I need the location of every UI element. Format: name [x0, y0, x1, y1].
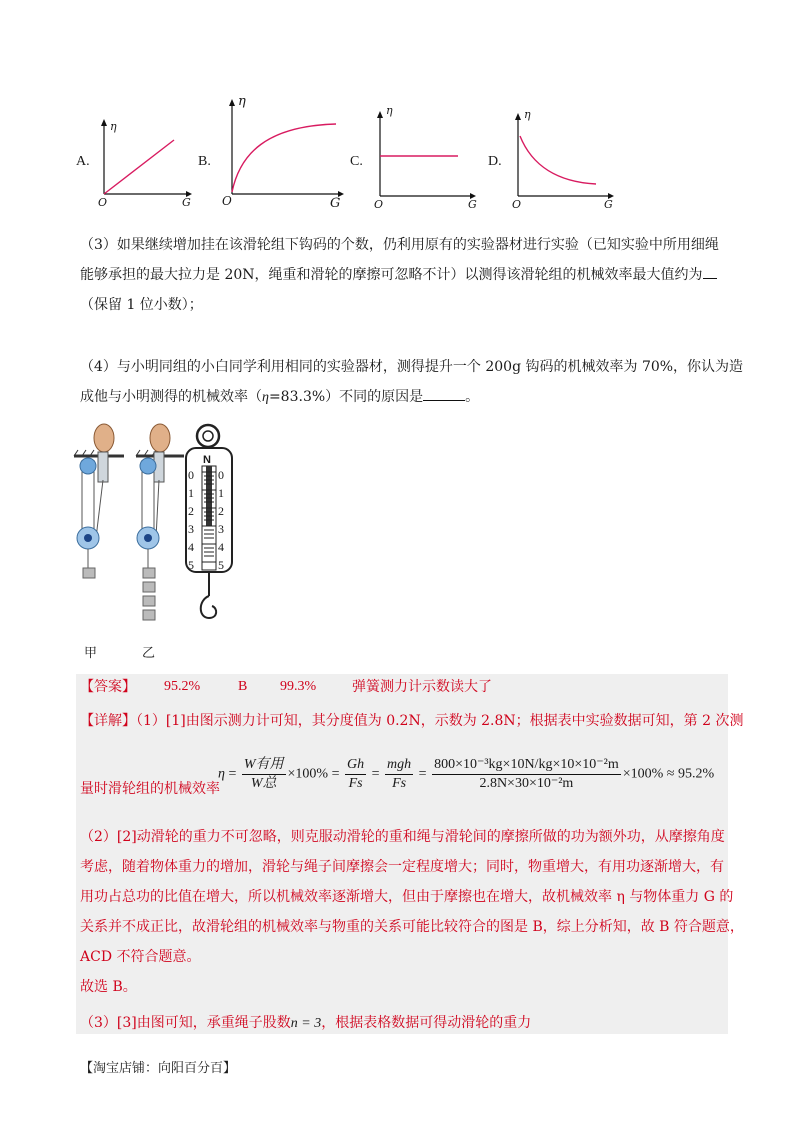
tick-left-1: 1 [188, 486, 194, 500]
detail-p3 [80, 1012, 531, 1032]
frac-mgh-num: mgh [385, 756, 413, 775]
answer-4: 弹簧测力计示数读大了 [352, 679, 492, 695]
frac-numeric [432, 756, 621, 793]
q4-eta: η [262, 390, 269, 405]
frac-work [242, 756, 286, 793]
frac-mgh-den: Fs [392, 776, 407, 791]
q3-line1: （3）如果继续增加挂在该滑轮组下钩码的个数，仍利用原有的实验器材进行实验（已知实验中所用细绳 [80, 237, 719, 253]
fixed-pulley-yi [140, 458, 156, 474]
formula-eq4: = [418, 766, 427, 782]
formula-eq2: = [331, 766, 340, 782]
weights-yi [143, 568, 155, 620]
tick-right-4: 4 [218, 540, 224, 554]
pulley-figure [72, 420, 252, 660]
graph-b-origin: O [222, 194, 232, 208]
frac-gh-num: Gh [345, 756, 366, 775]
detail-p3-b: ，根据表格数据可得动滑轮的重力 [321, 1015, 532, 1031]
fixed-pulley-jia [80, 458, 96, 474]
frac-numeric-num: 800×10⁻³kg×10N/kg×10×10⁻²m [432, 756, 621, 775]
detail-p3-a: （3）[3]由图可知，承重绳子股数 [80, 1015, 291, 1031]
efficiency-formula [218, 756, 714, 793]
detail-p1-line2: 量时滑轮组的机械效率 [80, 781, 220, 797]
answer-line [80, 676, 492, 698]
q4-line1: （4）与小明同组的小白同学利用相同的实验器材，测得提升一个 200g 钩码的机械效率为 70%，你认为造 [80, 359, 744, 375]
q3-line2: 能够承担的最大拉力是 20N，绳重和滑轮的摩擦可忽略不计）以测得该滑轮组的机械效率最大值约为 [80, 267, 703, 283]
formula-eta: η [218, 766, 225, 782]
pulley-illustration [72, 420, 262, 650]
formula-eq1: = [228, 766, 237, 782]
tick-right-1: 1 [218, 486, 224, 500]
graph-c-g: G [468, 198, 477, 211]
graph-a-g: G [182, 196, 191, 209]
scale-left-ticks [188, 466, 194, 574]
graph-a-origin: O [98, 196, 108, 209]
graph-b-eta: η [238, 94, 246, 109]
q3-line3: （保留 1 位小数）； [80, 297, 203, 313]
tick-right-3: 3 [218, 522, 224, 536]
detail-p2-l5: ACD 不符合题意。 [80, 949, 201, 965]
detail-p2-l3: 用功占总功的比值在增大，所以机械效率逐渐增大，但由于摩擦也在增大，故机械效率 η 与物体重力 G 的 [80, 889, 734, 905]
tick-left-3: 3 [188, 522, 194, 536]
answer-tag: 【答案】 [80, 679, 136, 695]
question-3 [80, 230, 720, 320]
detail-p2 [80, 822, 744, 1002]
tick-left-2: 2 [188, 504, 194, 518]
detail-tag: 【详解】 [80, 713, 136, 729]
graph-d-g: G [604, 198, 613, 211]
frac-work-num: W有用 [242, 756, 286, 775]
detail-p1 [80, 706, 743, 736]
graph-d-plot [512, 112, 642, 212]
option-b-label: B. [198, 154, 211, 169]
tick-right-5: 5 [218, 558, 224, 572]
scale-unit-n: N [203, 454, 211, 466]
label-yi: 乙 [142, 646, 156, 661]
tick-right-2: 2 [218, 504, 224, 518]
graph-d-eta: η [524, 108, 531, 121]
answer-1: 95.2% [164, 679, 201, 694]
hand-yi [150, 424, 170, 452]
detail-p2-l4: 关系并不成正比，故滑轮组的机械效率与物重的关系可能比较符合的图是 B，综上分析知，故 B 符合题意， [80, 919, 744, 935]
frac-mgh [385, 756, 413, 793]
option-d-label: D. [488, 154, 502, 169]
q4-line2-a: 成他与小明测得的机械效率（ [80, 389, 262, 405]
frac-gh [345, 756, 366, 793]
tick-left-4: 4 [188, 540, 194, 554]
q3-answer-blank [703, 264, 717, 279]
hand-jia [94, 424, 114, 452]
q4-answer-blank [423, 386, 465, 401]
graph-b-plot [226, 96, 356, 206]
question-4 [80, 352, 744, 413]
answer-3: 99.3% [280, 679, 317, 694]
weight-jia [83, 568, 95, 578]
detail-p2-l1: （2）[2]动滑轮的重力不可忽略，则克服动滑轮的重和绳与滑轮间的摩擦所做的功为额外功，从摩擦角度 [80, 829, 725, 845]
detail-p1-line1: （1）[1]由图示测力计可知，其分度值为 0.2N，示数为 2.8N；根据表中实验数据可知，第 2 次测 [136, 713, 744, 729]
formula-eq3: = [371, 766, 380, 782]
option-a-label: A. [76, 154, 90, 169]
graph-c-plot [374, 108, 494, 208]
detail-p2-l6: 故选 B。 [80, 979, 137, 995]
q4-line2-wrap [80, 382, 720, 413]
tick-left-5: 5 [188, 558, 194, 572]
formula-result: ×100% ≈ 95.2% [622, 766, 715, 782]
graph-c-eta: η [386, 104, 393, 117]
footer-shop: 【淘宝店铺：向阳百分百】 [80, 1061, 237, 1076]
frac-work-den: W总 [250, 776, 277, 791]
graph-d-origin: O [512, 198, 522, 211]
graph-c-origin: O [374, 198, 384, 211]
label-jia: 甲 [84, 646, 98, 661]
tick-left-0: 0 [188, 468, 194, 482]
scale-right-ticks [218, 466, 224, 574]
graph-a-eta: η [110, 120, 117, 133]
tick-right-0: 0 [218, 468, 224, 482]
detail-p3-n: n = 3 [290, 1016, 322, 1031]
graph-b-g: G [330, 196, 341, 211]
frac-numeric-den: 2.8N×30×10⁻²m [479, 776, 574, 791]
formula-times100: ×100% [287, 766, 329, 782]
frac-gh-den: Fs [348, 776, 363, 791]
option-c-label: C. [350, 154, 363, 169]
detail-p2-l2: 考虑，随着物体重力的增加，滑轮与绳子间摩擦会一定程度增大；同时，物重增大，有用功逐渐增大，有 [80, 859, 724, 875]
q3-line2-wrap [80, 260, 720, 290]
q4-line2-b: =83.3%）不同的原因是 [268, 389, 424, 405]
answer-2: B [238, 679, 248, 694]
q4-line2-end: 。 [465, 389, 480, 405]
